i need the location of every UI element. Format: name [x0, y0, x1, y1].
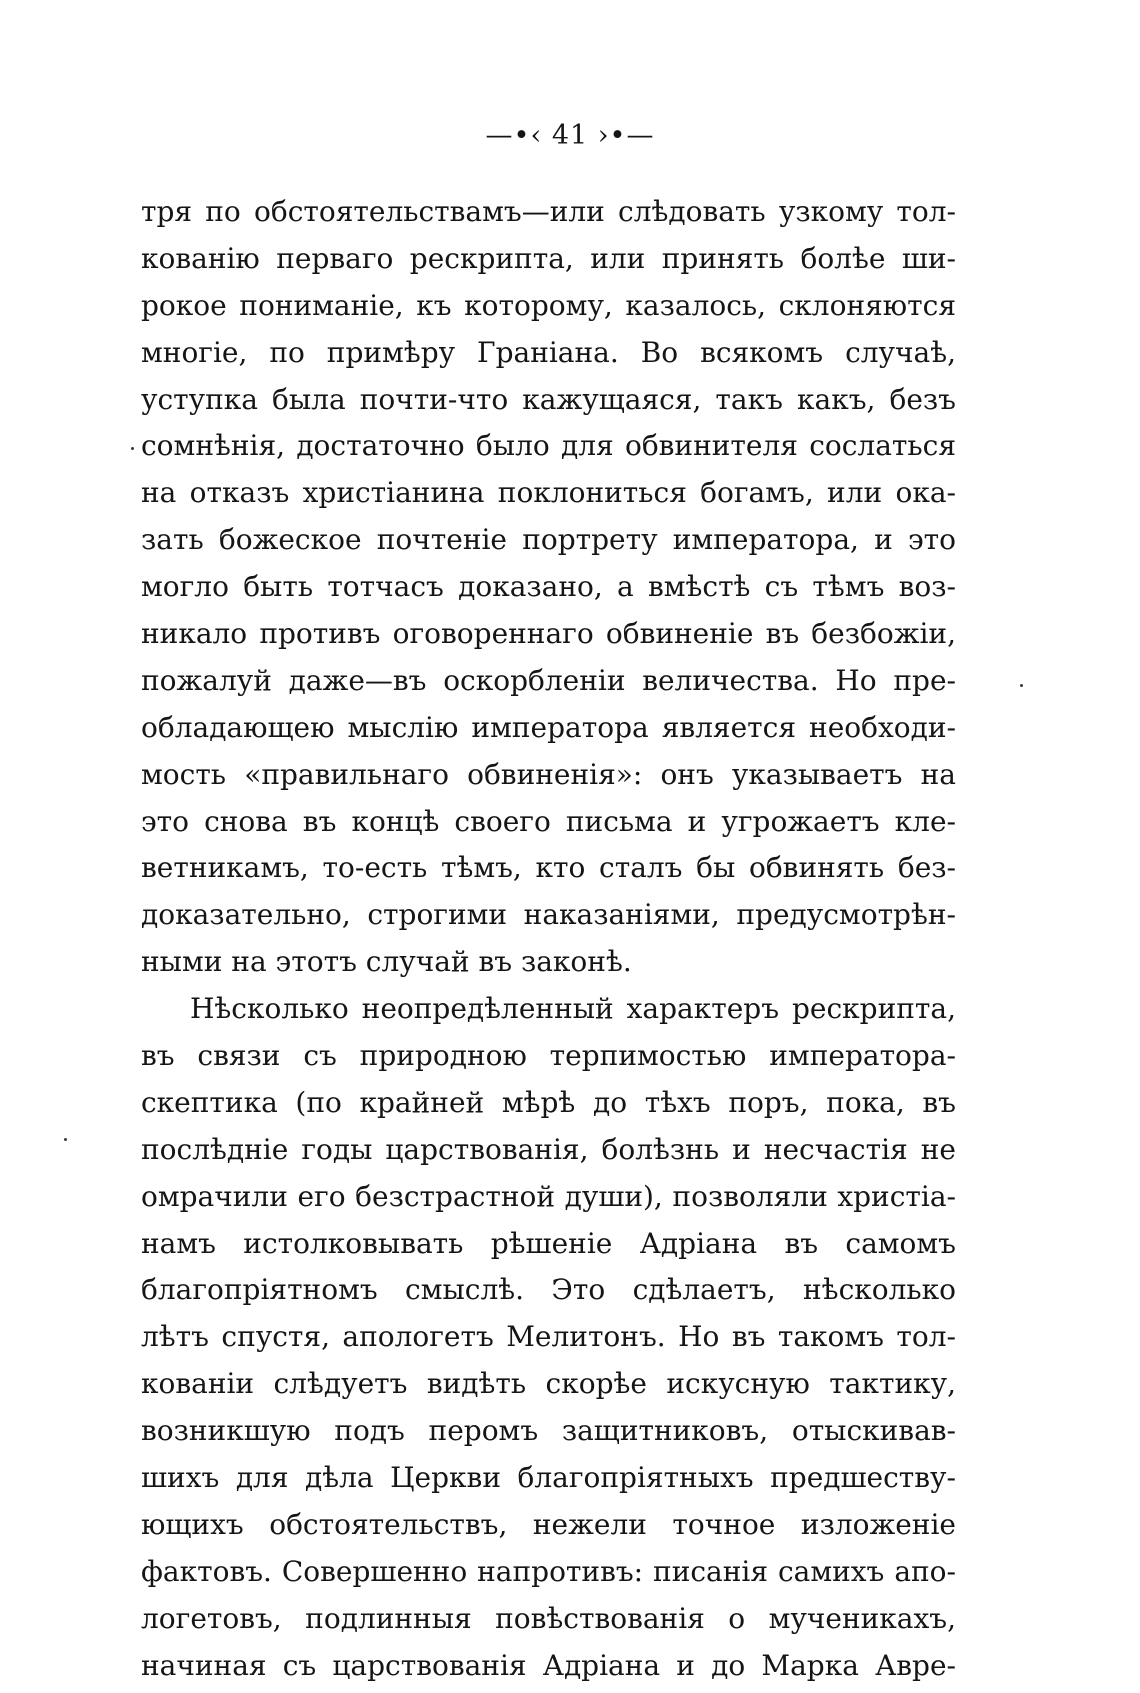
text-line: на отказъ христiанина поклониться богамъ, или ока- [141, 476, 956, 510]
text-line: въ связи съ природною терпимостью императора- [141, 1039, 956, 1073]
text-line: тря по обстоятельствамъ—или слѣдовать узкому тол- [141, 195, 956, 228]
text-line: это снова въ концѣ своего письма и угрожаетъ кле- [141, 804, 956, 838]
text-line: зать божеское почтенiе портрету императора, и это [141, 523, 956, 557]
text-line: Нѣсколько неопредѣленный характеръ рескрипта, [190, 992, 956, 1026]
text-line: ветникамъ, то-есть тѣмъ, кто сталъ бы обвинять без- [141, 851, 956, 885]
text-line: логетовъ, подлинныя повѣствованiя о мученикахъ, [141, 1601, 956, 1635]
text-line: доказательно, строгими наказанiями, предусмотрѣн- [141, 898, 956, 932]
text-line: начиная съ царствованiя Адрiана и до Марка Авре- [141, 1648, 956, 1682]
text-line: омрачили его безстрастной души), позволяли христiа- [141, 1179, 956, 1213]
text-line: обладающею мыслiю императора является необходи- [141, 710, 956, 744]
text-line: кованiю перваго рескрипта, или принять болѣе ши- [141, 241, 956, 275]
paragraph [141, 192, 956, 989]
text-line: ными на этотъ случай въ законѣ. [141, 945, 632, 979]
text-line: никало противъ оговореннаго обвиненiе въ безбожiи, [141, 617, 956, 651]
text-line: возникшую подъ перомъ защитниковъ, отыскивав- [141, 1414, 956, 1448]
text-line: рокое пониманiе, къ которому, казалось, склоняются [141, 288, 956, 322]
text-line: пожалуй даже—въ оскорбленiи величества. Но пре- [141, 663, 956, 697]
paragraph [141, 989, 956, 1692]
scan-speck [1020, 684, 1023, 687]
text-line: могло быть тотчасъ доказано, а вмѣстѣ съ тѣмъ воз- [141, 570, 956, 604]
scan-speck [64, 1138, 67, 1141]
text-line: мость «правильнаго обвиненiя»: онъ указываетъ на [141, 757, 956, 791]
text-line: ющихъ обстоятельствъ, нежели точное изложенiе [141, 1507, 956, 1541]
text-line: лѣтъ спустя, апологетъ Мелитонъ. Но въ такомъ тол- [141, 1320, 956, 1354]
page-number-header: —•‹ 41 ›•— [485, 120, 655, 151]
scan-speck [131, 447, 134, 450]
text-line: благопрiятномъ смыслѣ. Это сдѣлаетъ, нѣсколько [141, 1273, 956, 1307]
text-line: намъ истолковывать рѣшенiе Адрiана въ самомъ [141, 1226, 956, 1260]
text-line: кованiи слѣдуетъ видѣть скорѣе искусную тактику, [141, 1367, 956, 1401]
text-line: многiе, по примѣру Гранiана. Во всякомъ случаѣ, [141, 335, 956, 369]
text-line: сомнѣнiя, достаточно было для обвинителя сослаться [141, 429, 956, 463]
text-line: уступка была почти-что кажущаяся, такъ какъ, безъ [141, 382, 956, 416]
text-line: скептика (по крайней мѣрѣ до тѣхъ поръ, пока, въ [141, 1085, 956, 1119]
body-text [141, 192, 956, 1693]
text-line: шихъ для дѣла Церкви благопрiятныхъ предшеству- [141, 1461, 956, 1495]
text-line: фактовъ. Совершенно напротивъ: писанiя самихъ апо- [141, 1554, 956, 1588]
text-line: послѣднiе годы царствованiя, болѣзнь и несчастiя не [141, 1132, 956, 1166]
